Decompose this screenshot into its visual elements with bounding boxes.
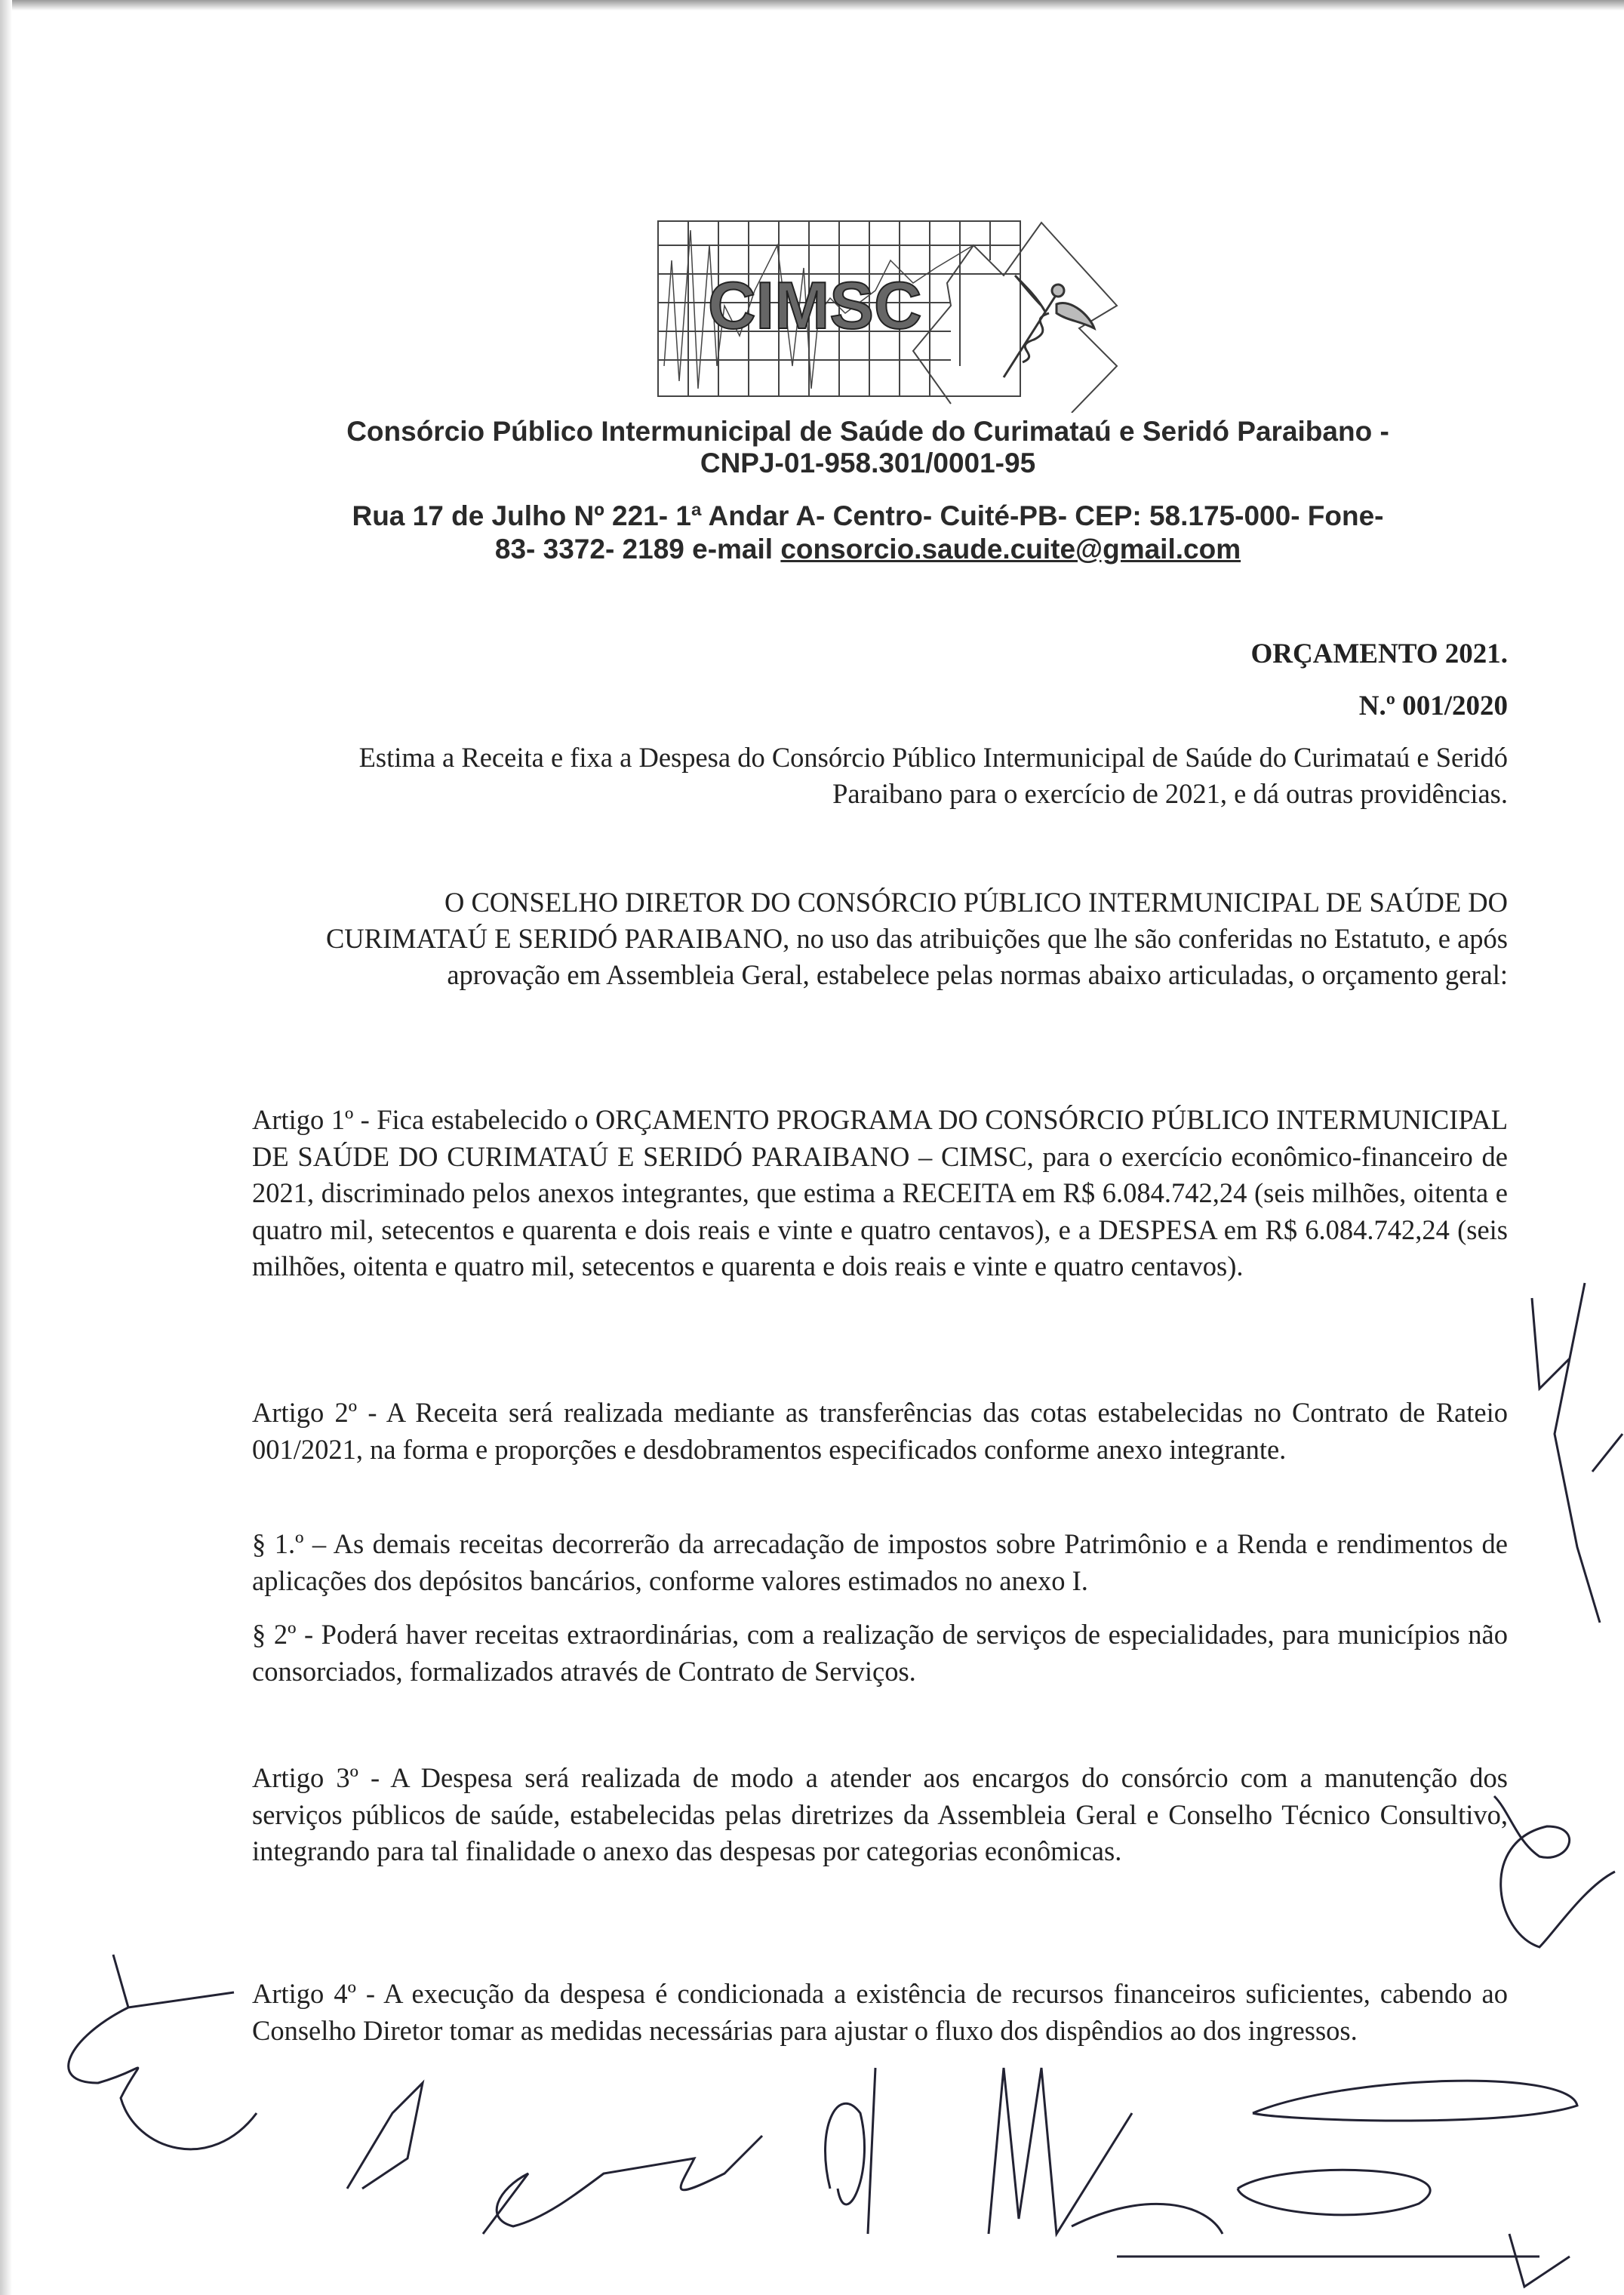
org-contact xyxy=(226,533,1509,566)
article-4: Artigo 4º - A execução da despesa é condicionada a existência de recursos financeiros suficientes, cabendo ao Conselho Diretor tomar as medidas necessárias para ajustar o fluxo dos dispêndios ao dos ingressos. xyxy=(252,1978,1508,2046)
document-number: N.º 001/2020 xyxy=(1358,691,1508,721)
signature-4 xyxy=(347,2083,423,2189)
phone: 83- 3372- 2189 e-mail xyxy=(494,534,781,565)
scan-edge xyxy=(0,0,1624,11)
org-cnpj: CNPJ-01-958.301/0001-95 xyxy=(700,448,1036,478)
logo-text: CIMSC xyxy=(708,268,922,343)
signature-6 xyxy=(826,2068,875,2234)
signature-5 xyxy=(483,2136,762,2234)
signature-9 xyxy=(1238,2081,1577,2215)
org-name: Consórcio Público Intermunicipal de Saúde do Curimataú e Seridó Paraibano - xyxy=(346,416,1389,447)
signature-3 xyxy=(69,1955,257,2149)
margin-signature-1 xyxy=(1532,1283,1622,1623)
email-link[interactable]: consorcio.saude.cuite@gmail.com xyxy=(780,534,1241,565)
article-3: Artigo 3º - A Despesa será realizada de modo a atender aos encargos do consórcio com a manutenção dos serviços públicos de saúde, estabelecidas pelas diretrizes da Assembleia Geral e Conselho Técnico Consultivo, integrando para tal finalidade o anexo das despesas por categorias econômicas. xyxy=(252,1762,1508,1866)
margin-signature-2 xyxy=(1494,1796,1615,1947)
ementa: Estima a Receita e fixa a Despesa do Consórcio Público Intermunicipal de Saúde do Curimataú e Seridó Paraibano para o exercício de 2021, e dá outras providências. xyxy=(358,742,1508,809)
article-2: Artigo 2º - A Receita será realizada mediante as transferências das cotas estabelecidas no Contrato de Rateio 001/2021, na forma e proporções e desdobramentos especificados conforme anexo integrante. xyxy=(252,1397,1508,1465)
signature-7 xyxy=(989,2068,1132,2234)
scan-edge-left xyxy=(0,0,12,2295)
signature-8 xyxy=(1072,2204,1539,2257)
preamble: O CONSELHO DIRETOR DO CONSÓRCIO PÚBLICO INTERMUNICIPAL DE SAÚDE DO CURIMATAÚ E SERIDÓ PARAIBANO, no uso das atribuições que lhe são conferidas no Estatuto, e após aprovação em Assembleia Geral, estabelece pelas normas abaixo articuladas, o orçamento geral: xyxy=(325,887,1508,990)
signature-10 xyxy=(1509,2234,1570,2287)
paragraph-2: § 2º - Poderá haver receitas extraordinárias, com a realização de serviços de especialidades, para municípios não consorciados, formalizados através de Contrato de Serviços. xyxy=(252,1619,1508,1687)
paragraph-1: § 1.º – As demais receitas decorrerão da arrecadação de impostos sobre Patrimônio e a Renda e rendimentos de aplicações dos depósitos bancários, conforme valores estimados no anexo I. xyxy=(252,1528,1508,1596)
document-title: ORÇAMENTO 2021. xyxy=(1250,638,1508,669)
article-1: Artigo 1º - Fica estabelecido o ORÇAMENTO PROGRAMA DO CONSÓRCIO PÚBLICO INTERMUNICIPAL DE SAÚDE DO CURIMATAÚ E SERIDÓ PARAIBANO – CIMSC, para o exercício econômico-financeiro de 2021, discriminado pelos anexos integrantes, que estima a RECEITA em R$ 6.084.742,24 (seis milhões, oitenta e quatro mil, setecentos e quarenta e dois reais e vinte e quatro centavos), e a DESPESA em R$ 6.084.742,24 (seis milhões, oitenta e quatro mil, setecentos e quarenta e dois reais e vinte e quatro centavos). xyxy=(252,1104,1508,1281)
org-address: Rua 17 de Julho Nº 221- 1ª Andar A- Centro- Cuité-PB- CEP: 58.175-000- Fone- xyxy=(352,500,1384,531)
cimsc-logo xyxy=(649,215,1132,413)
